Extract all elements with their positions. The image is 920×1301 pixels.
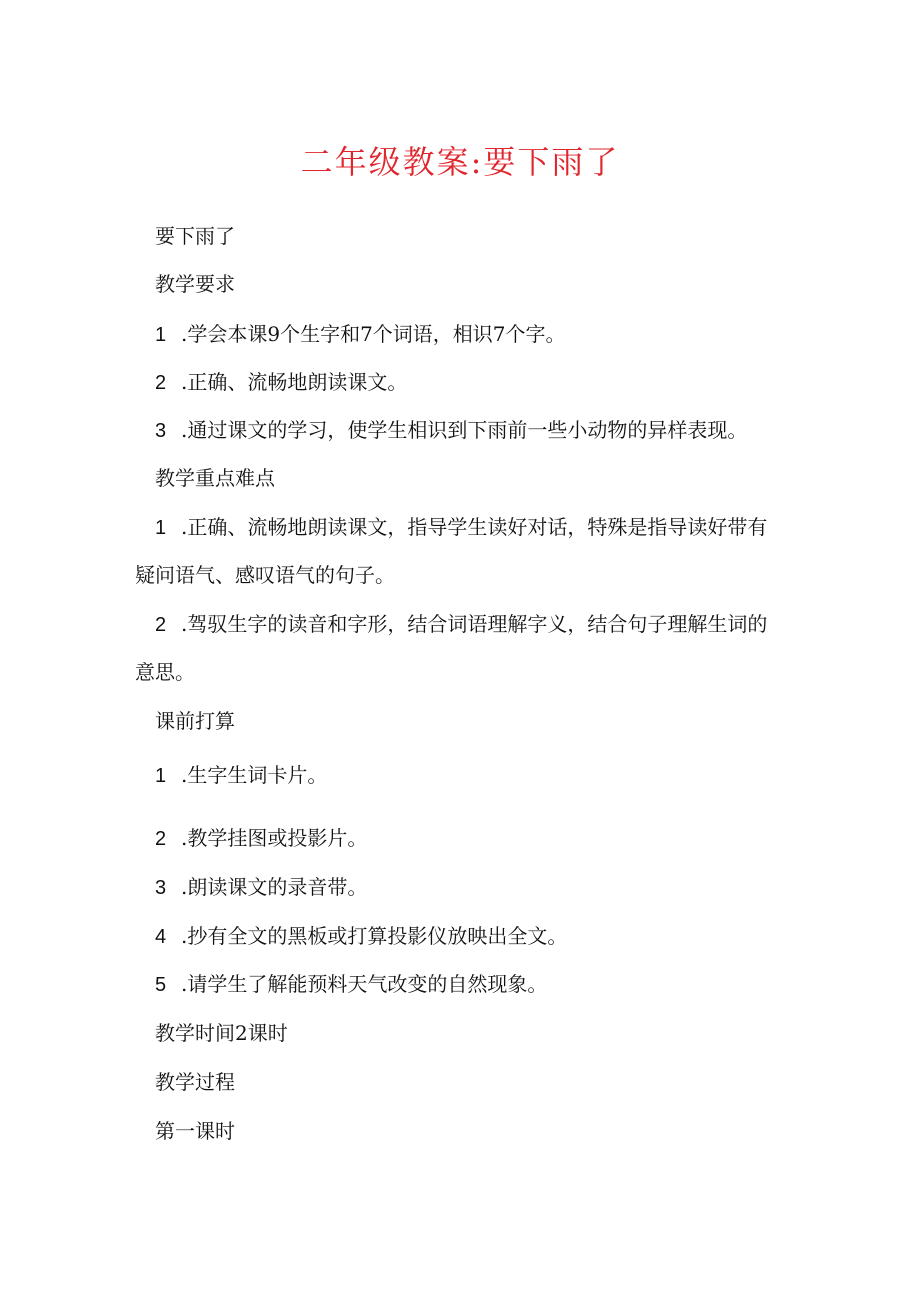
- section-heading-prep: 课前打算: [155, 709, 235, 733]
- item-number: 1: [155, 324, 167, 346]
- item-number: 2: [155, 372, 167, 394]
- prep-item-4: [155, 922, 567, 951]
- item-number: 2: [155, 828, 167, 850]
- first-lesson-heading: 第一课时: [155, 1119, 235, 1143]
- prep-item-1: [155, 761, 327, 790]
- item-text: .生字生词卡片。: [181, 763, 328, 787]
- item-text: .驾驭生字的读音和字形，结合词语理解字义，结合句子理解生词的: [181, 612, 768, 636]
- page-title: 二年级教案:要下雨了: [300, 143, 620, 181]
- item-text: .学会本课9个生字和7个词语，相识7个字。: [181, 322, 566, 346]
- item-number: 2: [155, 614, 167, 636]
- focus-item-2: [155, 610, 767, 639]
- item-text: .正确、流畅地朗读课文，指导学生读好对话，特殊是指导读好带有: [181, 515, 768, 539]
- item-number: 3: [155, 877, 167, 899]
- lesson-name: 要下雨了: [155, 224, 235, 248]
- section-heading-focus: 教学重点难点: [155, 466, 275, 490]
- item-text: .请学生了解能预料天气改变的自然现象。: [181, 972, 548, 996]
- requirement-item-2: [155, 368, 407, 397]
- item-number: 4: [155, 926, 167, 948]
- item-text: .朗读课文的录音带。: [181, 875, 368, 899]
- item-text: .抄有全文的黑板或打算投影仪放映出全文。: [181, 924, 568, 948]
- section-heading-process: 教学过程: [155, 1070, 235, 1094]
- section-heading-requirements: 教学要求: [155, 272, 235, 296]
- focus-item-2-continuation: 意思。: [135, 660, 195, 684]
- item-number: 1: [155, 765, 167, 787]
- focus-item-1: [155, 513, 767, 542]
- item-number: 3: [155, 420, 167, 442]
- item-number: 5: [155, 974, 167, 996]
- focus-item-1-continuation: 疑问语气、感叹语气的句子。: [135, 563, 395, 587]
- prep-item-3: [155, 873, 367, 902]
- prep-item-2: [155, 824, 367, 853]
- item-number: 1: [155, 517, 167, 539]
- item-text: .教学挂图或投影片。: [181, 826, 368, 850]
- requirement-item-1: [155, 320, 566, 349]
- item-text: .通过课文的学习，使学生相识到下雨前一些小动物的异样表现。: [181, 418, 748, 442]
- teaching-time: 教学时间2课时: [155, 1021, 288, 1045]
- requirement-item-3: [155, 416, 747, 445]
- item-text: .正确、流畅地朗读课文。: [181, 370, 408, 394]
- prep-item-5: [155, 970, 547, 999]
